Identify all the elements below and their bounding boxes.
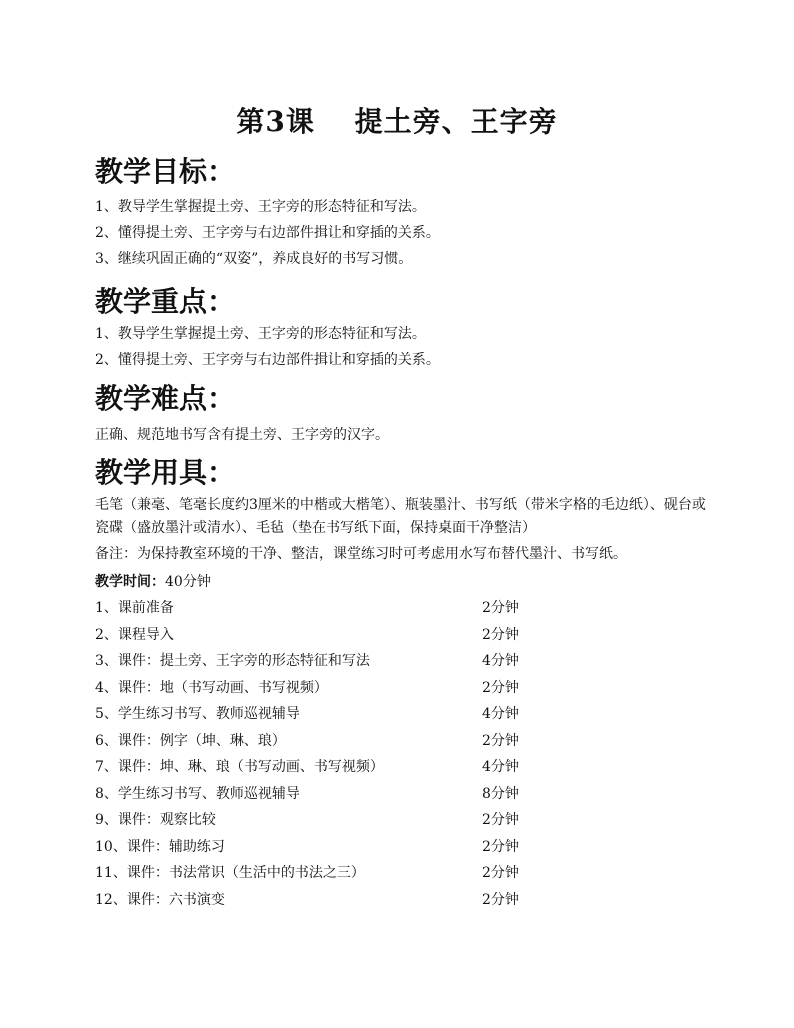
schedule-row <box>95 677 715 699</box>
schedule-row <box>95 703 715 725</box>
schedule-duration: 2分钟 <box>482 679 519 696</box>
schedule-item: 1、课前准备 <box>95 600 174 616</box>
schedule-row <box>95 862 715 884</box>
objectives-heading: 教学目标： <box>95 155 236 188</box>
schedule-duration: 2分钟 <box>482 626 519 643</box>
teaching-time-value: 40分钟 <box>165 574 211 590</box>
key-points-heading: 教学重点： <box>95 285 236 318</box>
schedule-duration: 2分钟 <box>482 600 519 616</box>
schedule-row <box>95 597 715 619</box>
tools-note: 备注：为保持教室环境的干净、整洁，课堂练习时可考虑用水写布替代墨汁、书写纸。 <box>95 546 627 562</box>
schedule-row <box>95 730 715 752</box>
schedule-row <box>95 650 715 672</box>
schedule-item: 7、课件：坤、琳、琅（书写动画、书写视频） <box>95 759 384 775</box>
objective-item: 1、教导学生掌握提土旁、王字旁的形态特征和写法。 <box>95 199 426 215</box>
schedule-item: 12、课件：六书演变 <box>95 891 225 908</box>
schedule-duration: 4分钟 <box>482 706 519 722</box>
schedule-duration: 2分钟 <box>482 891 519 908</box>
schedule-duration: 2分钟 <box>482 812 519 828</box>
teaching-time <box>95 571 211 591</box>
schedule-item: 4、课件：地（书写动画、书写视频） <box>95 679 328 696</box>
schedule-duration: 2分钟 <box>482 732 519 749</box>
lesson-title: 第3课 提土旁、王字旁 <box>236 105 558 138</box>
schedule-duration: 8分钟 <box>482 785 519 802</box>
schedule-item: 2、课程导入 <box>95 626 174 643</box>
schedule-row <box>95 624 715 646</box>
difficulties-heading: 教学难点： <box>95 382 236 415</box>
difficulties-text: 正确、规范地书写含有提土旁、王字旁的汉字。 <box>95 427 389 443</box>
schedule-duration: 4分钟 <box>482 759 519 775</box>
objective-item: 3、继续巩固正确的“双姿”，养成良好的书写习惯。 <box>95 251 413 267</box>
schedule-row <box>95 809 715 831</box>
schedule-item: 11、课件：书法常识（生活中的书法之三） <box>95 865 365 881</box>
tools-text: 毛笔（兼毫、笔毫长度约3厘米的中楷或大楷笔）、瓶装墨汁、书写纸（带米字格的毛边纸）、砚台或瓷碟（盛放墨汁或清水）、毛毡（垫在书写纸下面，保持桌面干净整洁） <box>95 497 706 536</box>
schedule-row <box>95 889 715 911</box>
schedule-row <box>95 756 715 778</box>
schedule-row <box>95 783 715 805</box>
schedule-item: 3、课件：提土旁、王字旁的形态特征和写法 <box>95 653 370 669</box>
key-point-item: 2、懂得提土旁、王字旁与右边部件揖让和穿插的关系。 <box>95 352 440 368</box>
tools-heading: 教学用具： <box>95 456 236 489</box>
key-point-item: 1、教导学生掌握提土旁、王字旁的形态特征和写法。 <box>95 326 426 342</box>
schedule-duration: 2分钟 <box>482 865 519 881</box>
objective-item: 2、懂得提土旁、王字旁与右边部件揖让和穿插的关系。 <box>95 225 440 241</box>
schedule-item: 10、课件：辅助练习 <box>95 838 225 855</box>
schedule-row <box>95 836 715 858</box>
schedule-item: 5、学生练习书写、教师巡视辅导 <box>95 706 300 722</box>
schedule-duration: 4分钟 <box>482 653 519 669</box>
schedule-item: 8、学生练习书写、教师巡视辅导 <box>95 785 300 802</box>
schedule-item: 6、课件：例字（坤、琳、琅） <box>95 732 286 749</box>
teaching-time-label: 教学时间： <box>95 574 165 590</box>
schedule-duration: 2分钟 <box>482 838 519 855</box>
schedule-item: 9、课件：观察比较 <box>95 812 216 828</box>
